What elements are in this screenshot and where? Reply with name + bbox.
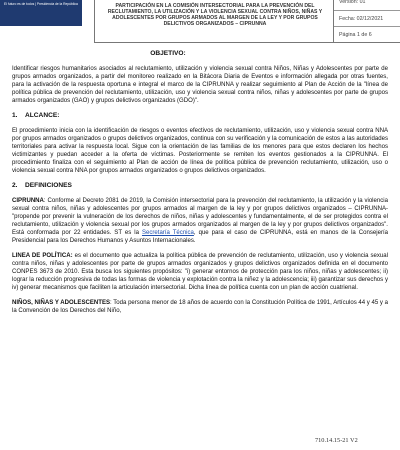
scope-heading bbox=[12, 112, 388, 120]
scope-text: El procedimiento inicia con la identificación de riesgos o eventos efectivos de reclutamiento, utilización, uso y violencia sexual contra NNA por grupos armados organizados o grupos delictivos organizados, continua con su verificación y la comunicación de estos a las autoridades territoriales para activar la respuesta local. Sigue con la orientación de las familias de los menores para que estos declaren los hechos victimizantes y puedan acceder a la oferta de víctimas. Posteriormente se remiten los eventos gestionados a la CIPRUNNA. El procedimiento finaliza con el seguimiento al Plan de acción de línea de política pública de prevención reclutamiento, utilización, uso o violencia sexual contra NNA por grupos armados organizados o grupos delictivos organizados. bbox=[12, 128, 388, 174]
definitions-heading bbox=[12, 182, 388, 190]
scope-number: 1. bbox=[12, 112, 18, 119]
ciprunna-text-b: , que para el caso de CIPRUNNA, está en manos de la Consejería Presidencial para los Derechos Humanos y Asuntos Internacionales. bbox=[12, 230, 389, 244]
ciprunna-text-a: : Conforme al Decreto 2081 de 2019, la Comisión intersectorial para la prevención del reclutamiento, la utilización y la violencia sexual contra niños, niñas y adolescentes por grupos armados al margen de la ley y por grupos delictivos organizados – CIPRUNNA- "propende por prevenir la vulneración de los derechos de niños, niñas y adolescentes y fundamentalmente, el de ser protegidos contra el reclutamiento, utilización y violencia sexual por los grupos armados organizados al margen de la ley y por grupos delictivos organizados". Está conformada por 22 entidades. ST es la bbox=[12, 198, 388, 236]
scope-title: ALCANCE: bbox=[25, 112, 60, 119]
ciprunna-term: CIPRUNNA bbox=[12, 198, 44, 204]
definitions-title: DEFINICIONES bbox=[25, 182, 72, 189]
ciprunna-definition bbox=[12, 197, 388, 245]
logo-text: El futuro es de todos | Presidencia de la República bbox=[4, 2, 78, 6]
date-label: Fecha: 02/12/2021 bbox=[334, 11, 400, 27]
nna-term: NIÑOS, NIÑAS Y ADOLESCENTES bbox=[12, 300, 111, 306]
policy-text: es el documento que actualiza la política pública de prevención de reclutamiento, utilización, uso y violencia sexual contra niños, niñas y adolescentes por parte de grupos armados organizados y grupos delictivos organizados definida en el documento CONPES 3673 de 2010. Esta busca los siguientes propósitos: "i) generar entornos de protección para los niños, niñas y adolescentes; ii) lograr la reducción progresiva de todas las formas de violencia y explotación contra la niñez y la adolescencia; iii) garantizar sus derechos y iv) generar mecanismos que faciliten la articulación intersectorial. Dicha línea de política cuenta con un plan de acción cuatrienal. bbox=[12, 253, 388, 291]
version-label: Versión: 01 bbox=[334, 0, 400, 11]
document-title: PARTICIPACIÓN EN LA COMISIÓN INTERSECTORIAL PARA LA PREVENCIÓN DEL RECLUTAMIENTO, LA UTILIZACIÓN Y LA VIOLENCIA SEXUAL CONTRA NIÑOS, NIÑAS Y ADOLESCENTES POR GRUPOS ARMADOS AL MARGEN DE LA LEY Y POR GRUPOS DELICTIVOS ORGANIZADOS – CIPRUNNA bbox=[107, 3, 323, 27]
secretaria-tecnica-link[interactable]: Secretaría Técnica bbox=[141, 230, 194, 236]
objective-title: OBJETIVO: bbox=[150, 50, 186, 57]
header-meta-box bbox=[334, 0, 400, 43]
government-logo bbox=[0, 0, 82, 26]
page-label: Página 1 de 6 bbox=[339, 32, 372, 38]
document-code: 710.14.15-21 V2 bbox=[315, 437, 358, 444]
nna-definition bbox=[12, 299, 388, 315]
header-title-box bbox=[94, 0, 334, 43]
definitions-number: 2. bbox=[12, 182, 18, 189]
policy-definition bbox=[12, 252, 388, 292]
policy-term: LINEA DE POLÍTICA: bbox=[12, 253, 73, 259]
document-body bbox=[12, 50, 388, 322]
nna-text: : Toda persona menor de 18 años de acuerdo con la Constitución Política de 1991, Artículos 44 y 45 y a la Convención de los Derechos del Niño, bbox=[12, 300, 388, 314]
objective-text: Identificar riesgos humanitarios asociados al reclutamiento, utilización y violencia sexual contra Niños, Niñas y Adolescentes por parte de grupos armados organizados, a partir del monitoreo realizado en la Bitácora Diaria de Eventos e información allegada por otras fuentes, para la activación de la respuesta oportuna e integral el marco de la CIPRUNNA y realizar seguimiento al Plan de Acción de la "línea de política pública de prevención del reclutamiento, utilización, uso y violencia sexual contra niños, niñas y adolescentes por parte de grupos armados organizados (GAO) y grupos delictivos organizados (GDO)". bbox=[12, 66, 388, 104]
document-header bbox=[0, 0, 400, 44]
